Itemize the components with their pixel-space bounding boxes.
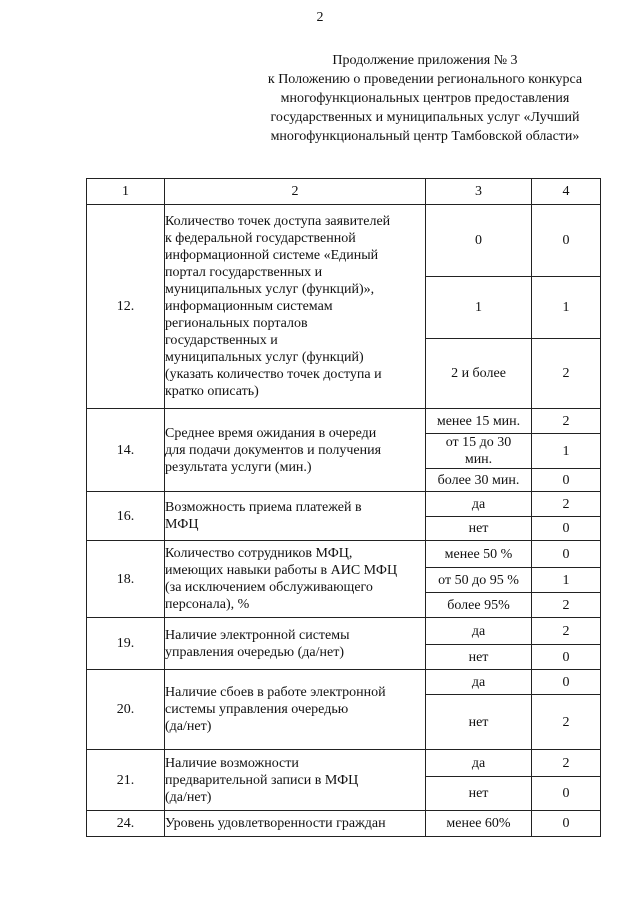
criterion-description-line: результата услуги (мин.)	[165, 459, 312, 475]
page-number: 2	[316, 10, 324, 25]
criterion-score: 0	[532, 205, 601, 277]
criterion-option	[426, 409, 532, 434]
criterion-option	[426, 618, 532, 645]
criterion-description-line: портал государственных и	[165, 265, 323, 280]
criterion-description-line: Наличие электронной системы	[165, 627, 350, 643]
criterion-score: 0	[532, 645, 601, 670]
criterion-option-line: нет	[468, 649, 489, 665]
criterion-score: 0	[532, 811, 601, 837]
criterion-description	[165, 618, 426, 670]
criterion-score: 2	[532, 593, 601, 618]
criterion-description-line: (за исключением обслуживающего	[165, 580, 373, 595]
criterion-score: 2	[532, 492, 601, 517]
criterion-description-line: Наличие возможности	[165, 755, 299, 771]
criterion-description-line: Количество точек доступа заявителей	[165, 214, 391, 229]
criterion-option	[426, 205, 532, 277]
criterion-option	[426, 695, 532, 750]
header-line: многофункциональный центр Тамбовской области»	[270, 129, 580, 144]
criterion-score: 1	[532, 568, 601, 593]
criterion-score: 0	[532, 517, 601, 541]
criterion-option-line: нет	[468, 714, 489, 730]
criterion-score: 0	[532, 469, 601, 492]
criterion-option-line: более 95%	[447, 597, 510, 613]
criterion-score: 1	[532, 277, 601, 339]
criterion-option-line: да	[471, 755, 486, 771]
criterion-option-line: более 30 мин.	[437, 472, 520, 488]
column-header: 2	[165, 179, 426, 205]
criterion-option-line: нет	[468, 786, 489, 801]
criterion-score: 0	[532, 541, 601, 568]
criterion-description-line: муниципальных услуг (функций)»,	[165, 282, 375, 297]
criterion-description-line: (указать количество точек доступа и	[165, 367, 382, 382]
criterion-option-line: да	[471, 674, 486, 690]
column-header: 1	[87, 179, 165, 205]
criterion-description-line: к федеральной государственной	[165, 231, 356, 246]
criterion-description	[165, 811, 426, 837]
column-header: 3	[426, 179, 532, 205]
criterion-option	[426, 750, 532, 777]
criterion-option-line: 0	[475, 233, 482, 248]
criterion-description-line: предварительной записи в МФЦ	[165, 772, 359, 788]
criterion-description	[165, 205, 426, 409]
criterion-number: 14.	[87, 409, 165, 492]
criterion-description-line: персонала), %	[165, 597, 250, 612]
criterion-description-line: Уровень удовлетворенности граждан	[165, 816, 386, 831]
header-line: к Положению о проведении регионального конкурса	[267, 72, 583, 87]
criterion-description-line: МФЦ	[165, 517, 199, 532]
table-row	[87, 811, 601, 837]
criterion-option	[426, 670, 532, 695]
criterion-option	[426, 517, 532, 541]
criterion-score: 2	[532, 750, 601, 777]
criterion-description-line: Среднее время ожидания в очереди	[165, 425, 377, 441]
table-row	[87, 492, 601, 517]
criterion-description-line: муниципальных услуг (функций)	[165, 350, 364, 365]
criterion-option	[426, 593, 532, 618]
table-row	[87, 670, 601, 695]
criterion-option-line: 2 и более	[451, 366, 506, 381]
criterion-description-line: для подачи документов и получения	[165, 442, 382, 458]
criterion-option-line: менее 50 %	[444, 546, 513, 562]
criterion-option	[426, 568, 532, 593]
criterion-description	[165, 409, 426, 492]
header-line: государственных и муниципальных услуг «Лучший	[270, 110, 580, 125]
appendix-header	[205, 51, 640, 146]
criterion-description-line: Возможность приема платежей в	[165, 500, 362, 515]
criterion-description	[165, 541, 426, 618]
header-line: Продолжение приложения № 3	[332, 53, 518, 68]
header-line: многофункциональных центров предоставления	[280, 91, 570, 106]
criterion-number: 24.	[87, 811, 165, 837]
table-row	[87, 750, 601, 777]
column-header-row	[87, 179, 601, 205]
criterion-description-line: Наличие сбоев в работе электронной	[165, 685, 386, 700]
criterion-option-line: менее 15 мин.	[436, 413, 521, 429]
criterion-description-line: управления очередью (да/нет)	[165, 644, 345, 660]
criterion-option-line: от 15 до 30	[445, 435, 512, 450]
criterion-number: 19.	[87, 618, 165, 670]
criterion-description-line: кратко описать)	[165, 384, 259, 399]
criterion-description-line: информационным системам	[165, 299, 333, 314]
column-header: 4	[532, 179, 601, 205]
criterion-score: 2	[532, 695, 601, 750]
criterion-option-line: менее 60%	[446, 816, 511, 831]
criterion-description	[165, 492, 426, 541]
criterion-description-line: (да/нет)	[165, 789, 212, 805]
criterion-description-line: имеющих навыки работы в АИС МФЦ	[165, 563, 398, 578]
criterion-description-line: Количество сотрудников МФЦ,	[165, 546, 353, 561]
criterion-option-line: да	[471, 496, 486, 512]
criterion-score: 2	[532, 409, 601, 434]
criterion-score: 2	[532, 618, 601, 645]
criterion-option	[426, 339, 532, 409]
criterion-description-line: государственных и	[165, 333, 278, 348]
criterion-score: 1	[532, 434, 601, 469]
criterion-option-line: мин.	[464, 452, 493, 467]
criterion-option	[426, 645, 532, 670]
criterion-number: 21.	[87, 750, 165, 811]
table-row	[87, 409, 601, 434]
criterion-number: 12.	[87, 205, 165, 409]
criterion-score: 2	[532, 339, 601, 409]
criterion-description-line: системы управления очередью	[165, 702, 349, 717]
criterion-score: 0	[532, 670, 601, 695]
criterion-option	[426, 811, 532, 837]
criterion-description-line: (да/нет)	[165, 719, 212, 734]
criterion-description-line: информационной системе «Единый	[165, 248, 379, 263]
criterion-number: 16.	[87, 492, 165, 541]
table-row	[87, 618, 601, 645]
criterion-description	[165, 670, 426, 750]
criterion-option-line: от 50 до 95 %	[438, 572, 519, 588]
criteria-table	[86, 178, 601, 837]
criterion-option	[426, 777, 532, 811]
criterion-option-line: 1	[475, 300, 482, 315]
criterion-option	[426, 434, 532, 469]
criterion-description	[165, 750, 426, 811]
criterion-number: 20.	[87, 670, 165, 750]
criterion-option-line: да	[471, 623, 486, 639]
criterion-option	[426, 492, 532, 517]
criterion-option	[426, 541, 532, 568]
criterion-option	[426, 277, 532, 339]
criterion-option	[426, 469, 532, 492]
table-row	[87, 205, 601, 277]
criterion-score: 0	[532, 777, 601, 811]
criterion-description-line: региональных порталов	[165, 316, 308, 331]
criterion-number: 18.	[87, 541, 165, 618]
table-row	[87, 541, 601, 568]
criterion-option-line: нет	[468, 521, 489, 536]
